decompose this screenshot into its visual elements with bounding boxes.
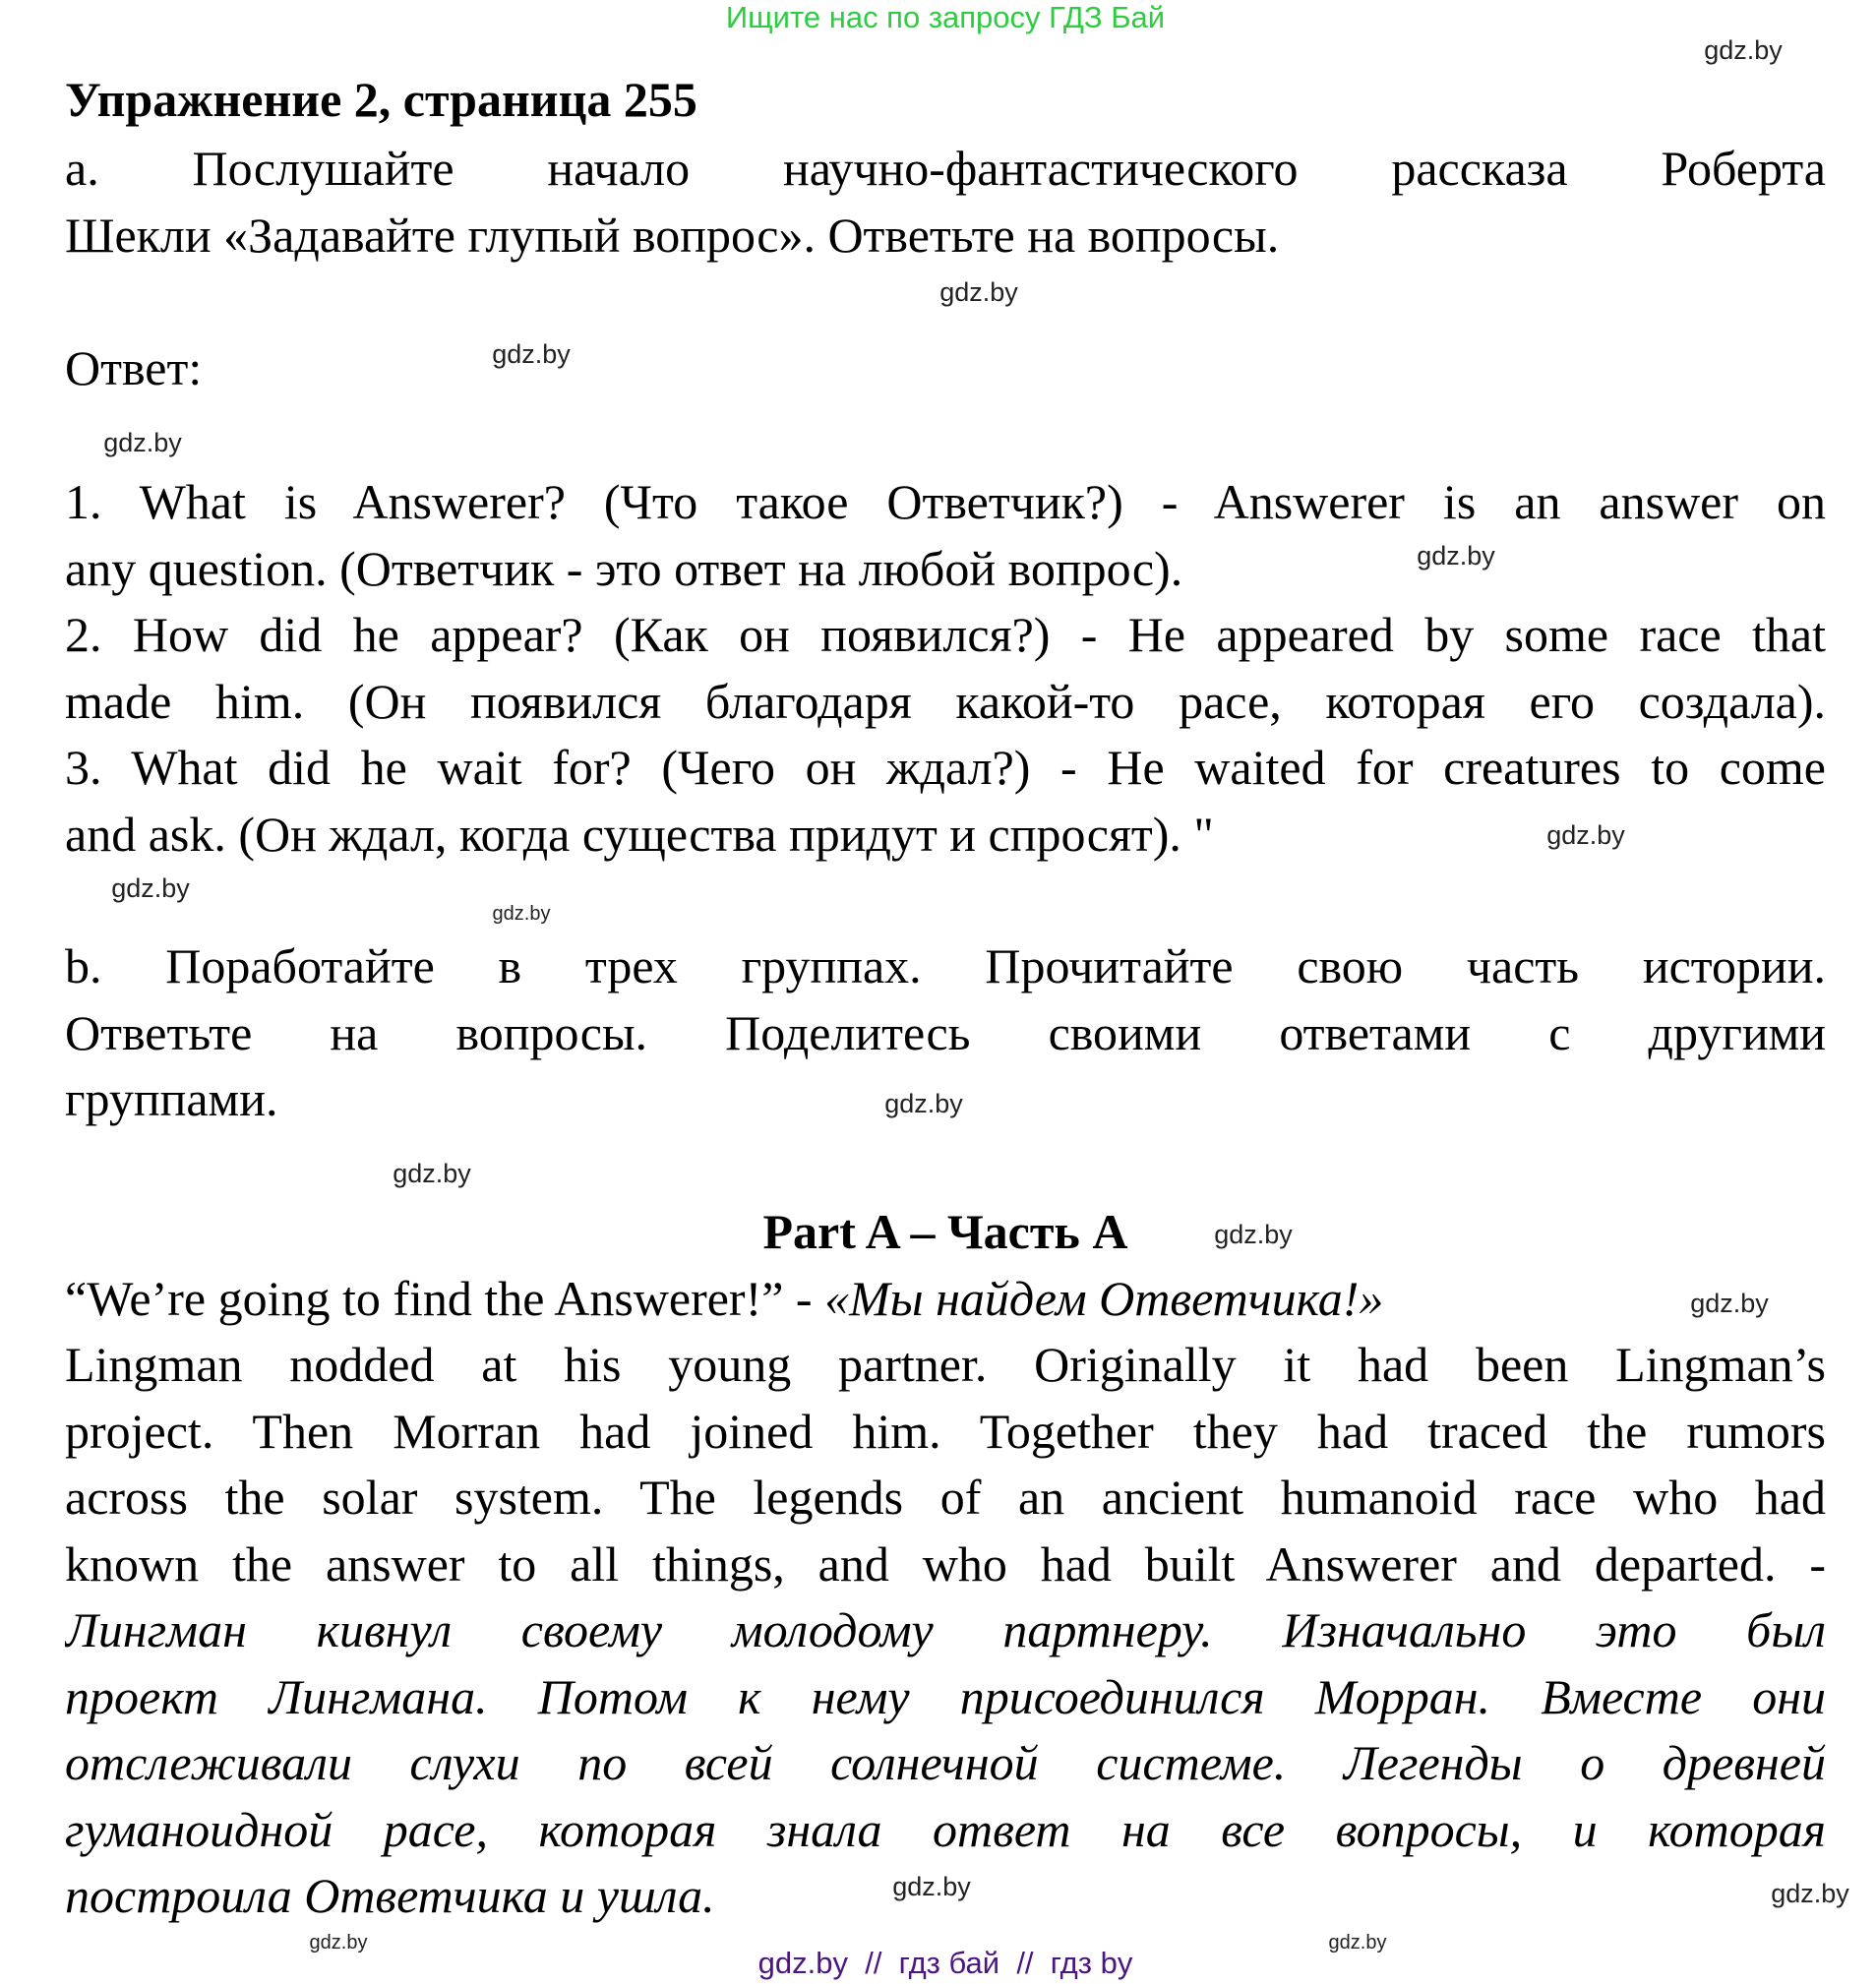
russian-line: проект Лингмана. Потом к нему присоединился Морран. Вместе они: [65, 1669, 1826, 1724]
english-line: across the solar system. The legends of an ancient humanoid race who had: [65, 1470, 1826, 1525]
page-title: Упражнение 2, страница 255: [65, 72, 697, 127]
watermark: gdz.by: [492, 903, 551, 925]
watermark: gdz.by: [1704, 35, 1783, 65]
watermark: gdz.by: [884, 1089, 963, 1118]
watermark: gdz.by: [1771, 1879, 1849, 1908]
task-b-line: Ответьте на вопросы. Поделитесь своими ответами с другими: [65, 1005, 1826, 1060]
watermark: gdz.by: [1214, 1220, 1293, 1249]
russian-line: построила Ответчика и ушла.: [65, 1868, 715, 1923]
watermark: gdz.by: [393, 1159, 471, 1188]
footer-links: gdz.by // гдз бай // гдз by: [757, 1946, 1133, 1980]
russian-line: гуманоидной расе, которая знала ответ на все вопросы, и которая: [65, 1802, 1826, 1857]
task-a-line: Шекли «Задавайте глупый вопрос». Ответьте на вопросы.: [65, 208, 1280, 263]
part-heading: Part A – Часть A: [762, 1204, 1128, 1259]
task-b-line: группами.: [65, 1071, 278, 1126]
english-line: known the answer to all things, and who had built Answerer and departed. -: [65, 1536, 1826, 1592]
answer-line: 1. What is Answerer? (Что такое Ответчик?) - Answerer is an answer on: [65, 474, 1826, 529]
watermark: gdz.by: [492, 339, 571, 369]
answer-line: any question. (Ответчик - это ответ на любой вопрос).: [65, 541, 1183, 596]
task-a-line: а. Послушайте начало научно-фантастического рассказа Роберта: [65, 141, 1826, 196]
watermark: gdz.by: [111, 873, 190, 903]
english-line: Lingman nodded at his young partner. Originally it had been Lingman’s: [65, 1337, 1826, 1392]
search-banner: Ищите нас по запросу ГДЗ Бай: [725, 0, 1166, 34]
watermark: gdz.by: [1690, 1289, 1769, 1318]
answer-line: and ask. (Он ждал, когда существа придут и спросят). ": [65, 807, 1214, 862]
watermark: gdz.by: [1417, 541, 1495, 571]
watermark: gdz.by: [309, 1932, 368, 1954]
quote-english: “We’re going to find the Answerer!” -: [65, 1271, 825, 1326]
answer-label: Ответ:: [65, 340, 203, 395]
answer-line: 2. How did he appear? (Как он появился?) - He appeared by some race that: [65, 607, 1826, 662]
answer-line: made him. (Он появился благодаря какой-то расе, которая его создала).: [65, 674, 1826, 729]
quote-russian: «Мы найдем Ответчика!»: [824, 1271, 1384, 1326]
russian-line: отслеживали слухи по всей солнечной системе. Легенды о древней: [65, 1735, 1826, 1790]
task-b-line: b. Поработайте в трех группах. Прочитайте свою часть истории.: [65, 938, 1826, 993]
watermark: gdz.by: [103, 428, 182, 457]
watermark: gdz.by: [892, 1872, 971, 1901]
watermark: gdz.by: [939, 277, 1018, 307]
answer-line: 3. What did he wait for? (Чего он ждал?) - He waited for creatures to come: [65, 740, 1826, 795]
russian-line: Лингман кивнул своему молодому партнеру. Изначально это был: [65, 1602, 1826, 1657]
quote-line: [65, 1265, 1383, 1332]
english-line: project. Then Morran had joined him. Together they had traced the rumors: [65, 1404, 1826, 1459]
watermark: gdz.by: [1546, 820, 1625, 850]
watermark: gdz.by: [1328, 1932, 1387, 1954]
